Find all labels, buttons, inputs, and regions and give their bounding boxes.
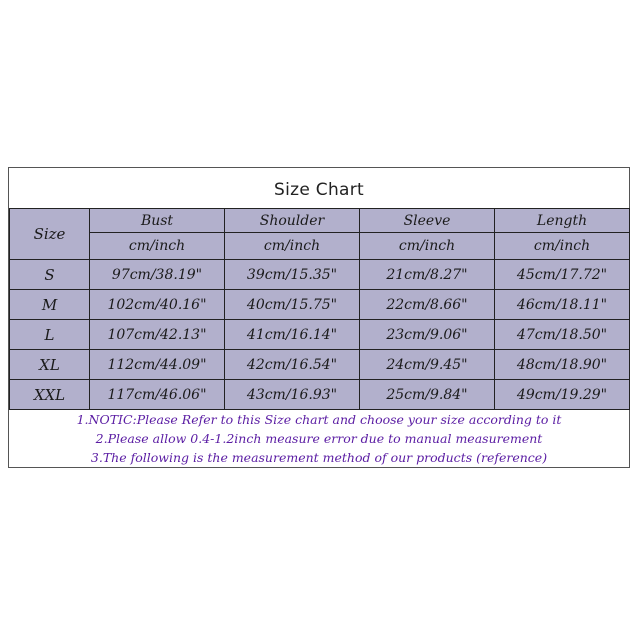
table-cell: 22cm/8.66" bbox=[360, 290, 495, 320]
size-chart-panel bbox=[8, 167, 630, 468]
size-label: XL bbox=[10, 350, 90, 380]
unit-label: cm/inch bbox=[225, 233, 360, 260]
unit-label: cm/inch bbox=[495, 233, 630, 260]
size-table bbox=[9, 208, 630, 410]
table-cell: 40cm/15.75" bbox=[225, 290, 360, 320]
column-header-bust: Bust bbox=[90, 209, 225, 233]
table-cell: 45cm/17.72" bbox=[495, 260, 630, 290]
table-cell: 46cm/18.11" bbox=[495, 290, 630, 320]
size-label: M bbox=[10, 290, 90, 320]
table-row bbox=[10, 290, 630, 320]
table-cell: 24cm/9.45" bbox=[360, 350, 495, 380]
column-header-shoulder: Shoulder bbox=[225, 209, 360, 233]
unit-label: cm/inch bbox=[360, 233, 495, 260]
column-header-length: Length bbox=[495, 209, 630, 233]
table-cell: 49cm/19.29" bbox=[495, 380, 630, 410]
header-row bbox=[10, 209, 630, 233]
column-header-sleeve: Sleeve bbox=[360, 209, 495, 233]
table-row bbox=[10, 380, 630, 410]
table-cell: 47cm/18.50" bbox=[495, 320, 630, 350]
table-cell: 21cm/8.27" bbox=[360, 260, 495, 290]
chart-title: Size Chart bbox=[273, 180, 365, 200]
table-cell: 39cm/15.35" bbox=[225, 260, 360, 290]
notes-block bbox=[9, 410, 629, 467]
table-cell: 25cm/9.84" bbox=[360, 380, 495, 410]
table-cell: 117cm/46.06" bbox=[90, 380, 225, 410]
table-cell: 43cm/16.93" bbox=[225, 380, 360, 410]
size-label: XXL bbox=[10, 380, 90, 410]
table-cell: 23cm/9.06" bbox=[360, 320, 495, 350]
note-line: 1.NOTIC:Please Refer to this Size chart and choose your size according to it bbox=[76, 412, 562, 427]
table-cell: 112cm/44.09" bbox=[90, 350, 225, 380]
table-cell: 102cm/40.16" bbox=[90, 290, 225, 320]
size-label: L bbox=[10, 320, 90, 350]
size-label: S bbox=[10, 260, 90, 290]
unit-row bbox=[10, 233, 630, 260]
table-row bbox=[10, 260, 630, 290]
note-line: 2.Please allow 0.4-1.2inch measure error due to manual measurement bbox=[95, 431, 543, 446]
table-row bbox=[10, 350, 630, 380]
table-cell: 107cm/42.13" bbox=[90, 320, 225, 350]
note-line: 3.The following is the measurement method of our products (reference) bbox=[90, 450, 548, 465]
unit-label: cm/inch bbox=[90, 233, 225, 260]
table-cell: 42cm/16.54" bbox=[225, 350, 360, 380]
table-cell: 97cm/38.19" bbox=[90, 260, 225, 290]
table-cell: 48cm/18.90" bbox=[495, 350, 630, 380]
table-cell: 41cm/16.14" bbox=[225, 320, 360, 350]
size-header: Size bbox=[10, 209, 90, 260]
table-row bbox=[10, 320, 630, 350]
